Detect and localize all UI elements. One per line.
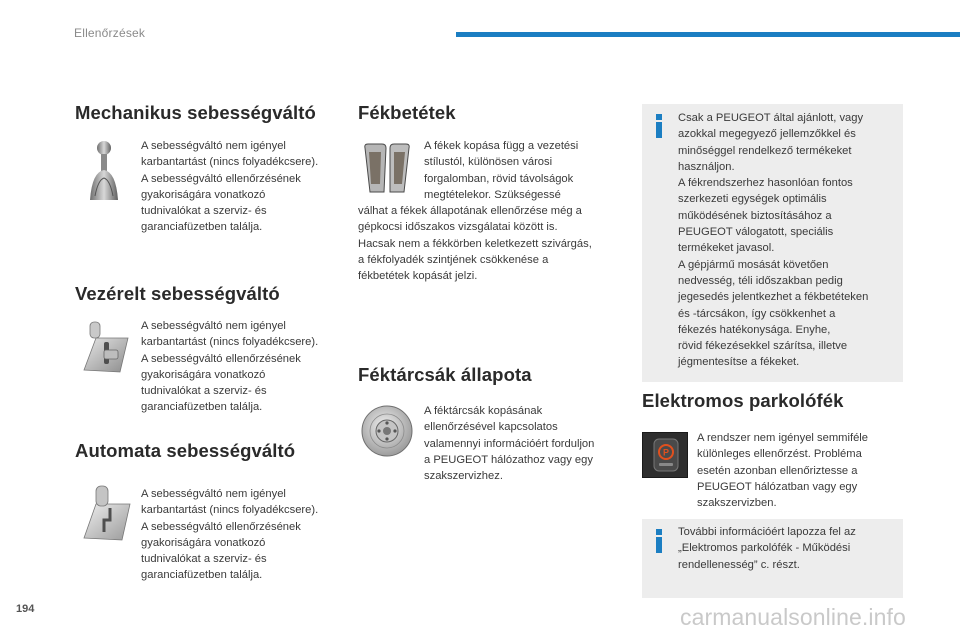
brake-pads-text-continued: válhat a fékek állapotának ellenőrzése még a gépkocsi időszakos vizsgálatai között is. Hacsak nem a fékkörben keletkezett szivárgás, a fékfolyadék szintjének csökkenése a fékbetétek kopását jelzi. [358,205,592,283]
heading-brake-discs: Féktárcsák állapota [358,364,532,385]
svg-text:P: P [662,447,670,458]
heading-electric-parking-brake: Elektromos parkolófék [642,390,844,411]
info-box-recommended-products-text: Csak a PEUGEOT által ajánlott, vagy azokkal megegyező jellemzőkkel és minőséggel rendelkező termékeket használjon. A fékrendszerhez hasonlóan fontos szerkezeti egységek optimális működésének biztosításához a PEUGEOT válogatott, speciális termékeket javasol. A gépjármű mosását követően nedvesség, téli időszakban pedig jegesedés jelentkezhet a fékbetéteken és -tárcsákon, így csökkenhet a fékezés hatékonysága. Enyhe, rövid fékezésekkel szárítsa, illetve jégmentesítse a fékeket. [678,112,869,369]
manual-gear-lever-icon [80,138,130,204]
heading-automatic-gearbox: Automata sebességváltó [75,440,296,461]
brake-pads-text-intro: A fékek kopása függ a vezetési stílustól, különösen városi forgalomban, rövid távolságok megtételekor. Szükségessé [424,140,579,201]
header-accent-bar [456,32,960,37]
section-header-title: Ellenőrzések [74,26,146,40]
robotised-gearbox-text: A sebességváltó nem igényel karbantartást (nincs folyadékcsere). A sebességváltó ellenőrzésének gyakoriságára vonatkozó tudnivalókat a szerviz- és garanciafüzetben találja. [141,320,319,414]
automatic-gearbox-text: A sebességváltó nem igényel karbantartást (nincs folyadékcsere). A sebességváltó ellenőrzésének gyakoriságára vonatkozó tudnivalókat a szerviz- és garanciafüzetben találja. [141,488,319,582]
watermark: carmanualsonline.info [680,604,906,630]
electric-parking-brake-switch-icon [642,432,688,478]
electric-parking-brake-text: A rendszer nem igényel semmiféle különleges ellenőrzést. Probléma esetén azonban ellenőriztesse a PEUGEOT hálózatban vagy egy szakszervizben. [697,432,868,510]
automatic-gear-selector-icon [80,484,134,544]
info-box-parking-brake-reference [642,519,903,598]
info-box-recommended-products [642,104,903,382]
brake-discs-text: A féktárcsák kopásának ellenőrzésével kapcsolatos valamennyi információért forduljon a PEUGEOT hálózathoz vagy egy szakszervizhez. [424,405,595,483]
heading-robotised-gearbox: Vezérelt sebességváltó [75,283,280,304]
brake-pads-icon [362,140,412,196]
heading-manual-gearbox: Mechanikus sebességváltó [75,102,316,123]
heading-brake-pads: Fékbetétek [358,102,456,123]
info-box-parking-brake-reference-text: További információért lapozza fel az „Elektromos parkolófék - Működési rendellenesség” c. részt. [678,526,856,571]
robotised-gear-selector-icon [80,320,132,376]
manual-gearbox-text: A sebességváltó nem igényel karbantartást (nincs folyadékcsere). A sebességváltó ellenőrzésének gyakoriságára vonatkozó tudnivalókat a szerviz- és garanciafüzetben találja. [141,140,319,234]
brake-disc-icon [360,404,414,458]
page-number: 194 [16,603,35,615]
